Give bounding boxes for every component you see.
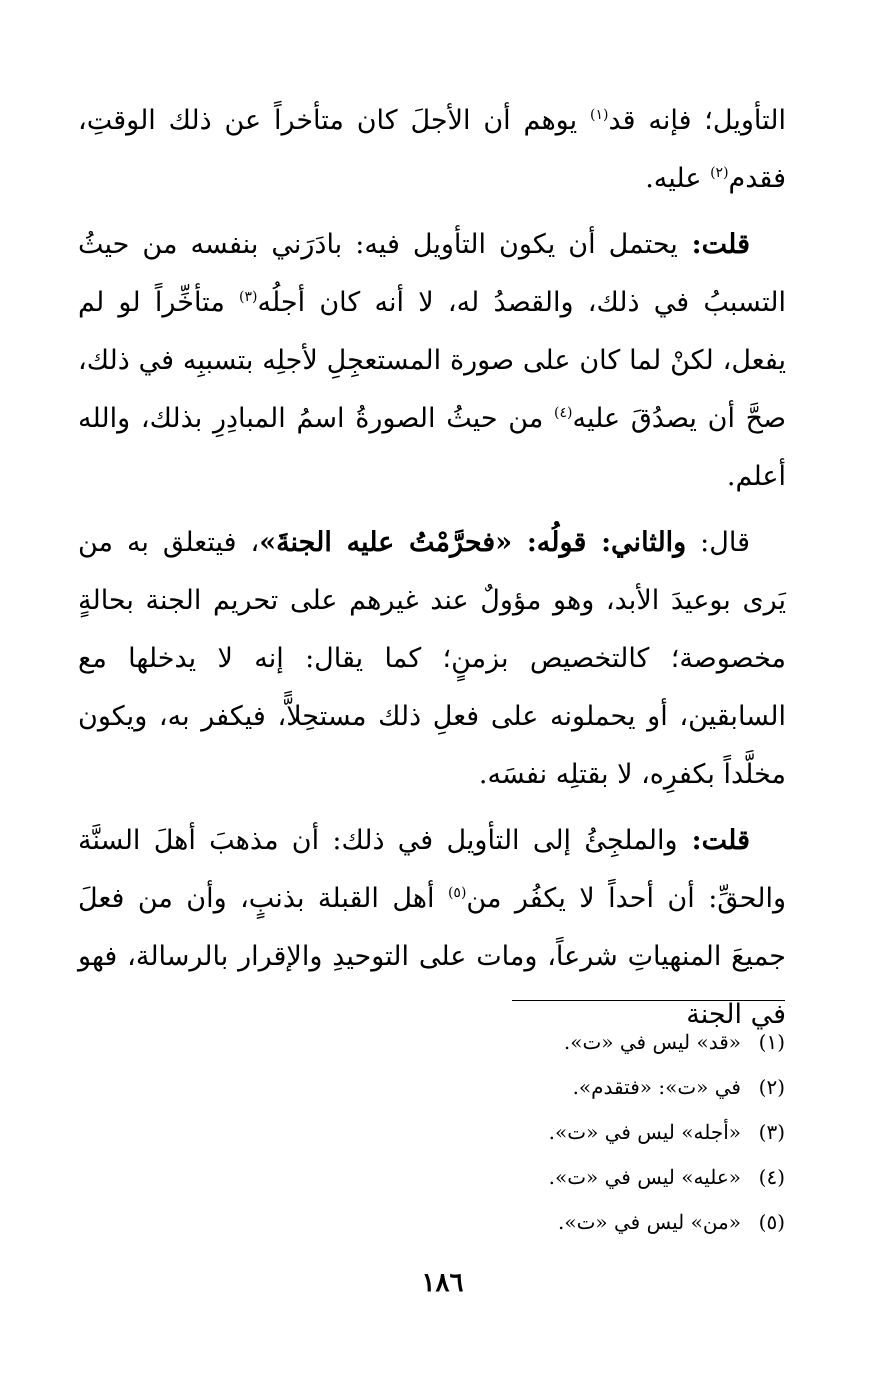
main-text — [78, 92, 786, 1044]
bold-text: قلت: — [677, 825, 750, 856]
bold-text: والثاني: قولُه: «فحرَّمْتُ عليه الجنةَ» — [259, 527, 687, 558]
footnote-separator — [512, 1000, 785, 1001]
footnote — [365, 1155, 785, 1200]
text-run: عليه. — [645, 163, 711, 194]
footnote-marker: (٥) — [447, 885, 467, 901]
footnote-text: في «ت»: «فتقدم». — [572, 1075, 741, 1099]
text-run: من حيثُ الصورةُ اسمُ المبادِرِ بذلك، والله أعلم. — [78, 403, 786, 492]
text-run: متأخِّراً لو لم يفعل، لكنْ لما كان على صورة المستعجِلِ لأجلِه بتسببِه في ذلك، صحَّ أن يصدُقَ عليه — [78, 287, 787, 434]
footnote-marker: (٤) — [554, 405, 573, 421]
paragraph — [78, 812, 786, 1044]
footnote-number: (١) — [758, 1030, 785, 1054]
footnote-number: (٤) — [758, 1165, 785, 1189]
paragraph — [78, 514, 786, 804]
text-run: قال: — [686, 527, 750, 558]
footnotes — [365, 1020, 785, 1245]
footnote-text: «أجله» ليس في «ت». — [548, 1120, 741, 1144]
text-run: يحتمل أن يكون التأويل فيه: بادَرَني بنفسه من حيثُ التسببُ في ذلك، والقصدُ له، لا أنه كان أجلُه — [78, 229, 787, 318]
footnote-text: «من» ليس في «ت». — [558, 1210, 741, 1234]
text-run: ، فيتعلق به من يَرى بوعيدَ الأبد، وهو مؤولٌ عند غيرهم على تحريم الجنة بحالةٍ مخصوصة؛ كالتخصيص بزمنٍ؛ كما يقال: إنه لا يدخلها مع السابقين، أو يحملونه على فعلِ ذلك مستحِلاًّ، فيكفر به، ويكون مخلَّداً بكفرِه، لا بقتلِه نفسَه. — [78, 527, 786, 790]
footnote-number: (٥) — [758, 1210, 785, 1234]
page-number: ١٨٦ — [421, 1268, 464, 1298]
footnote-text: «قد» ليس في «ت». — [563, 1030, 741, 1054]
footnote-marker: (٣) — [239, 289, 258, 305]
footnote — [365, 1065, 785, 1110]
bold-text: قلت: — [677, 229, 750, 260]
paragraph — [78, 216, 786, 506]
text-run: يوهم أن الأجلَ كان متأخراً عن ذلك الوقتِ، فقدم — [78, 105, 786, 194]
text-run: أهل القبلة بذنبٍ، وأن من فعلَ جميعَ المنهياتِ شرعاً، ومات على التوحيدِ والإقرار بالرسالة، فهو في الجنة — [78, 883, 786, 1030]
footnote-marker: (١) — [589, 107, 609, 123]
footnote — [365, 1110, 785, 1155]
footnote — [365, 1020, 785, 1065]
text-run: والملجِئُ إلى التأويل في ذلك: أن مذهبَ أهلَ السنَّة والحقِّ: أن أحداً لا يكفُر من — [78, 825, 787, 914]
paragraph — [78, 92, 786, 208]
footnote-marker: (٢) — [710, 165, 729, 181]
footnote-text: «عليه» ليس في «ت». — [548, 1165, 741, 1189]
footnote-number: (٣) — [758, 1120, 785, 1144]
footnote-number: (٢) — [758, 1075, 785, 1099]
text-run: التأويل؛ فإنه قد — [608, 105, 786, 136]
footnote — [365, 1200, 785, 1245]
